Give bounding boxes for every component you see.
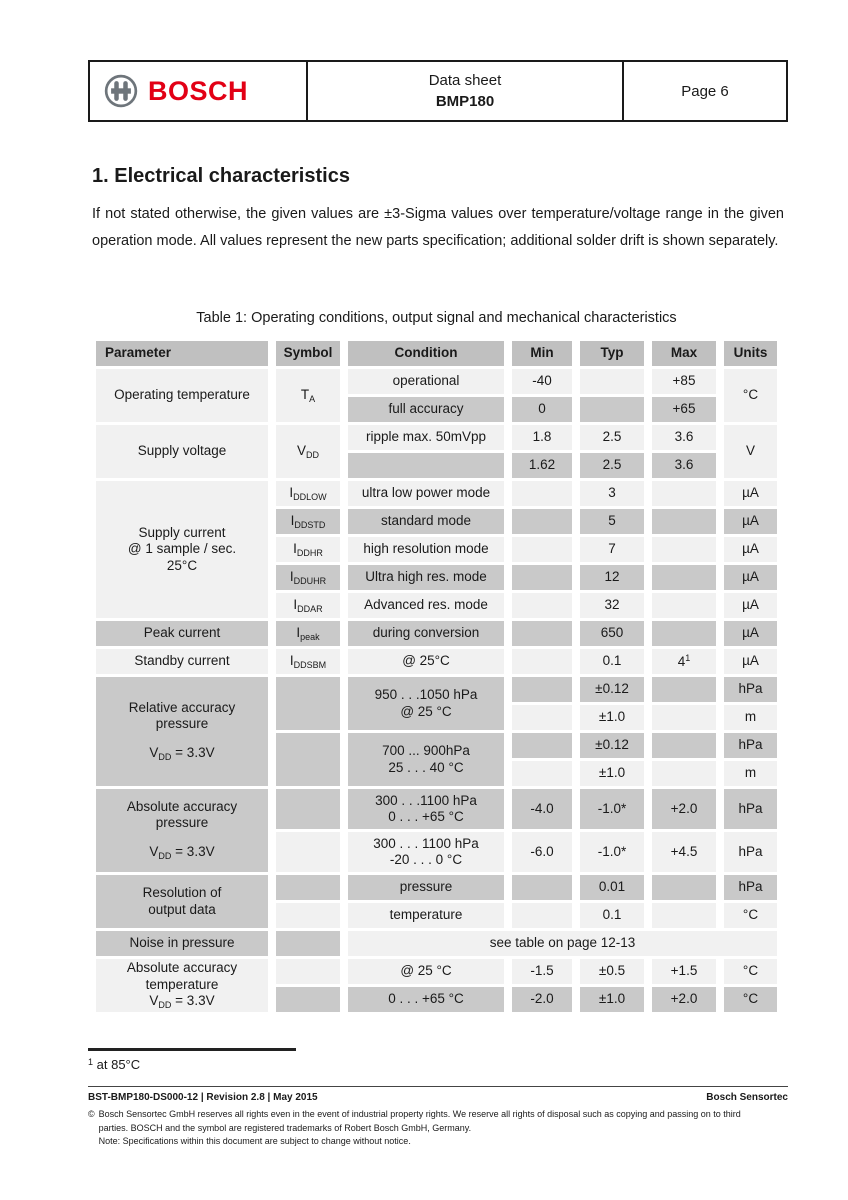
table-row	[96, 931, 777, 956]
min-cell-empty	[512, 649, 572, 674]
col-header-units: Units	[724, 341, 777, 366]
min-cell-empty	[512, 705, 572, 730]
symbol-cell-empty	[276, 931, 340, 956]
condition-line: 300 . . .1100 hPa	[375, 792, 477, 808]
symbol-cell	[276, 621, 340, 646]
symbol-cell	[276, 481, 340, 506]
param-line: $V_{DD} = 3.3V$	[149, 992, 215, 1010]
condition-cell: @ 25°C	[348, 649, 504, 674]
typ-cell: 2.5	[580, 453, 644, 478]
units-cell: °C	[724, 959, 777, 984]
typ-cell: 650	[580, 621, 644, 646]
condition-line: 950 . . .1050 hPa	[374, 687, 478, 703]
units-cell: V	[724, 425, 777, 478]
symbol-sub: A	[309, 393, 316, 404]
max-cell: +1.5	[652, 959, 716, 984]
condition-cell: Advanced res. mode	[348, 593, 504, 618]
min-cell-empty	[512, 761, 572, 786]
symbol-sub: DDSBM	[293, 659, 327, 670]
symbol-cell	[276, 649, 340, 674]
typ-cell: ±0.12	[580, 733, 644, 758]
document-header	[88, 60, 788, 122]
units-cell: °C	[724, 903, 777, 928]
condition-cell	[348, 832, 504, 872]
table-row	[96, 649, 777, 674]
typ-cell: 7	[580, 537, 644, 562]
max-cell: +2.0	[652, 987, 716, 1012]
col-header-max: Max	[652, 341, 716, 366]
units-cell: °C	[724, 987, 777, 1012]
col-header-symbol: Symbol	[276, 341, 340, 366]
min-cell: -1.5	[512, 959, 572, 984]
max-cell-empty	[652, 677, 716, 702]
param-line: output data	[148, 901, 216, 917]
typ-cell-empty	[580, 369, 644, 394]
param-line: 25°C	[166, 557, 198, 573]
symbol-base: T	[300, 386, 310, 402]
footer-meta	[88, 1092, 788, 1103]
symbol-base: I	[289, 652, 294, 668]
copyright-text	[99, 1108, 741, 1149]
max-cell-empty	[652, 593, 716, 618]
max-cell-empty	[652, 565, 716, 590]
condition-cell: Ultra high res. mode	[348, 565, 504, 590]
max-cell: +2.0	[652, 789, 716, 829]
footer-copyright	[88, 1108, 804, 1149]
max-cell-empty	[652, 621, 716, 646]
doc-name: BMP180	[435, 93, 495, 110]
doc-revision: BST-BMP180-DS000-12 | Revision 2.8 | May 2015	[88, 1092, 318, 1103]
min-cell: 1.62	[512, 453, 572, 478]
condition-cell: standard mode	[348, 509, 504, 534]
bosch-wordmark: BOSCH	[148, 75, 249, 106]
condition-cell: full accuracy	[348, 397, 504, 422]
symbol-cell-empty	[276, 903, 340, 928]
max-cell-empty	[652, 875, 716, 900]
param-line: pressure	[155, 815, 209, 831]
section-title: 1. Electrical characteristics	[92, 165, 350, 187]
param-cell: Noise in pressure	[96, 931, 268, 956]
max-cell-empty	[652, 733, 716, 758]
symbol-cell-empty	[276, 959, 340, 984]
min-cell-empty	[512, 903, 572, 928]
page-number: Page 6	[681, 82, 729, 100]
typ-cell: -1.0*	[580, 832, 644, 872]
condition-line: -20 . . . 0 °C	[389, 852, 463, 867]
table-caption: Table 1: Operating conditions, output signal and mechanical characteristics	[196, 310, 677, 326]
copyright-line: parties. BOSCH and the symbol are registered trademarks of Robert Bosch GmbH, Germany.	[98, 1122, 472, 1133]
condition-cell: @ 25 °C	[348, 959, 504, 984]
param-line: Absolute accuracy	[126, 960, 238, 976]
param-line: temperature	[145, 976, 219, 992]
condition-cell: operational	[348, 369, 504, 394]
condition-cell: pressure	[348, 875, 504, 900]
copyright-symbol: ©	[88, 1109, 95, 1119]
typ-cell: 32	[580, 593, 644, 618]
max-value: 4	[677, 653, 686, 669]
typ-cell: 0.1	[580, 903, 644, 928]
units-cell: µA	[724, 621, 777, 646]
table-row	[96, 677, 777, 702]
col-header-typ: Typ	[580, 341, 644, 366]
max-cell-empty	[652, 761, 716, 786]
units-cell: µA	[724, 565, 777, 590]
symbol-sub: DDUHR	[293, 575, 327, 586]
bosch-logo	[90, 62, 308, 120]
symbol-cell-empty	[276, 789, 340, 829]
col-header-condition: Condition	[348, 341, 504, 366]
param-line: @ 1 sample / sec.	[127, 541, 237, 557]
min-cell-empty	[512, 677, 572, 702]
param-line: Relative accuracy	[128, 699, 236, 715]
symbol-sub: DDAR	[297, 603, 323, 614]
symbol-sub: DD	[306, 449, 319, 460]
min-cell-empty	[512, 733, 572, 758]
typ-cell: 0.1	[580, 649, 644, 674]
table-row	[96, 959, 777, 984]
table-row	[96, 789, 777, 829]
max-cell-empty	[652, 509, 716, 534]
table-row	[96, 621, 777, 646]
units-cell: µA	[724, 509, 777, 534]
param-cell: Peak current	[96, 621, 268, 646]
condition-cell: ripple max. 50mVpp	[348, 425, 504, 450]
typ-cell: ±1.0	[580, 761, 644, 786]
param-line: Absolute accuracy	[126, 798, 238, 814]
units-cell: µA	[724, 481, 777, 506]
note-cell: see table on page 12-13	[348, 931, 777, 956]
condition-cell: during conversion	[348, 621, 504, 646]
typ-cell: ±0.12	[580, 677, 644, 702]
company-name: Bosch Sensortec	[706, 1092, 788, 1103]
symbol-cell-empty	[276, 987, 340, 1012]
units-cell: m	[724, 705, 777, 730]
table-row	[96, 369, 777, 394]
table-row	[96, 425, 777, 450]
typ-cell: -1.0*	[580, 789, 644, 829]
typ-cell: ±1.0	[580, 987, 644, 1012]
units-cell: µA	[724, 649, 777, 674]
symbol-sub: DDSTD	[294, 519, 326, 530]
min-cell-empty	[512, 565, 572, 590]
doc-type: Data sheet	[428, 72, 502, 89]
condition-cell: ultra low power mode	[348, 481, 504, 506]
footnote-marker: 1	[685, 652, 691, 663]
max-cell: 3.6	[652, 425, 716, 450]
footer-divider	[88, 1086, 788, 1087]
symbol-cell-empty	[276, 875, 340, 900]
condition-line: 300 . . . 1100 hPa	[373, 835, 479, 851]
min-cell-empty	[512, 875, 572, 900]
symbol-cell	[276, 565, 340, 590]
max-cell: +85	[652, 369, 716, 394]
footnote	[88, 1057, 140, 1072]
param-line: Resolution of	[142, 885, 222, 901]
param-cell: Standby current	[96, 649, 268, 674]
copyright-line: Bosch Sensortec GmbH reserves all rights even in the event of industrial property rights. We reserve all rights of disposal such as copying and passing on to third	[98, 1109, 741, 1119]
units-cell: hPa	[724, 875, 777, 900]
condition-line: @ 25 °C	[400, 703, 452, 719]
param-cell	[96, 789, 268, 872]
symbol-base: I	[290, 512, 295, 528]
footnote-divider	[88, 1048, 296, 1051]
symbol-cell	[276, 425, 340, 478]
units-cell: hPa	[724, 832, 777, 872]
param-line: pressure	[155, 716, 209, 732]
min-cell-empty	[512, 481, 572, 506]
table-header-row	[96, 341, 777, 366]
symbol-cell-empty	[276, 832, 340, 872]
typ-cell: 0.01	[580, 875, 644, 900]
max-cell: +65	[652, 397, 716, 422]
units-cell: hPa	[724, 677, 777, 702]
symbol-base: I	[293, 540, 297, 556]
max-cell-empty	[652, 481, 716, 506]
max-cell: +4.5	[652, 832, 716, 872]
min-cell: -6.0	[512, 832, 572, 872]
col-header-min: Min	[512, 341, 572, 366]
symbol-cell-empty	[276, 733, 340, 786]
max-cell: 3.6	[652, 453, 716, 478]
condition-line: 0 . . . +65 °C	[388, 809, 464, 824]
max-cell-empty	[652, 537, 716, 562]
symbol-cell	[276, 369, 340, 422]
symbol-base: I	[289, 484, 294, 500]
min-cell: -40	[512, 369, 572, 394]
symbol-base: I	[289, 568, 294, 584]
electrical-characteristics-table	[88, 338, 785, 1015]
symbol-cell	[276, 593, 340, 618]
condition-cell	[348, 677, 504, 730]
intro-paragraph: If not stated otherwise, the given values are ±3-Sigma values over temperature/voltage range in the given operation mode. All values represent the new parts specification; additional solder drift is shown separately.	[92, 206, 784, 249]
min-cell: 0	[512, 397, 572, 422]
symbol-cell	[276, 509, 340, 534]
symbol-sub: DDHR	[296, 547, 323, 558]
min-cell-empty	[512, 509, 572, 534]
min-cell-empty	[512, 621, 572, 646]
symbol-cell-empty	[276, 677, 340, 730]
condition-cell: high resolution mode	[348, 537, 504, 562]
condition-cell	[348, 789, 504, 829]
param-cell	[96, 875, 268, 928]
param-cell	[96, 481, 268, 618]
min-cell-empty	[512, 537, 572, 562]
param-cell: Supply voltage	[96, 425, 268, 478]
max-cell	[652, 649, 716, 674]
typ-cell: ±0.5	[580, 959, 644, 984]
param-cell	[96, 677, 268, 786]
symbol-base: I	[293, 596, 298, 612]
header-title-block	[308, 62, 624, 120]
condition-cell	[348, 733, 504, 786]
condition-cell: temperature	[348, 903, 504, 928]
condition-cell: 0 . . . +65 °C	[348, 987, 504, 1012]
units-cell: m	[724, 761, 777, 786]
param-line: Supply current	[138, 524, 226, 540]
min-cell: 1.8	[512, 425, 572, 450]
copyright-line: Note: Specifications within this document are subject to change without notice.	[98, 1136, 411, 1146]
symbol-base: I	[296, 624, 301, 640]
symbol-cell	[276, 537, 340, 562]
table-row	[96, 481, 777, 506]
units-cell: µA	[724, 593, 777, 618]
units-cell: °C	[724, 369, 777, 422]
units-cell: µA	[724, 537, 777, 562]
typ-cell: 12	[580, 565, 644, 590]
min-cell: -4.0	[512, 789, 572, 829]
typ-cell: 2.5	[580, 425, 644, 450]
max-cell-empty	[652, 705, 716, 730]
typ-cell: 3	[580, 481, 644, 506]
min-cell: -2.0	[512, 987, 572, 1012]
condition-cell-empty	[348, 453, 504, 478]
min-cell-empty	[512, 593, 572, 618]
symbol-sub: peak	[300, 631, 320, 642]
symbol-sub: DDLOW	[293, 491, 327, 502]
condition-line: 25 . . . 40 °C	[388, 759, 464, 775]
col-header-parameter: Parameter	[96, 341, 268, 366]
symbol-base: V	[296, 442, 306, 458]
footnote-text: at 85°C	[96, 1057, 141, 1072]
typ-cell-empty	[580, 397, 644, 422]
max-cell-empty	[652, 903, 716, 928]
table-row	[96, 875, 777, 900]
typ-cell: 5	[580, 509, 644, 534]
typ-cell: ±1.0	[580, 705, 644, 730]
param-line: $V_{DD} = 3.3V$	[149, 745, 215, 763]
units-cell: hPa	[724, 733, 777, 758]
param-line: $V_{DD} = 3.3V$	[149, 844, 215, 862]
condition-line: 700 ... 900hPa	[382, 743, 470, 759]
bosch-armature-icon	[103, 73, 139, 109]
units-cell: hPa	[724, 789, 777, 829]
footnote-marker: 1	[88, 1057, 94, 1067]
param-cell: Operating temperature	[96, 369, 268, 422]
param-cell	[96, 959, 268, 1012]
